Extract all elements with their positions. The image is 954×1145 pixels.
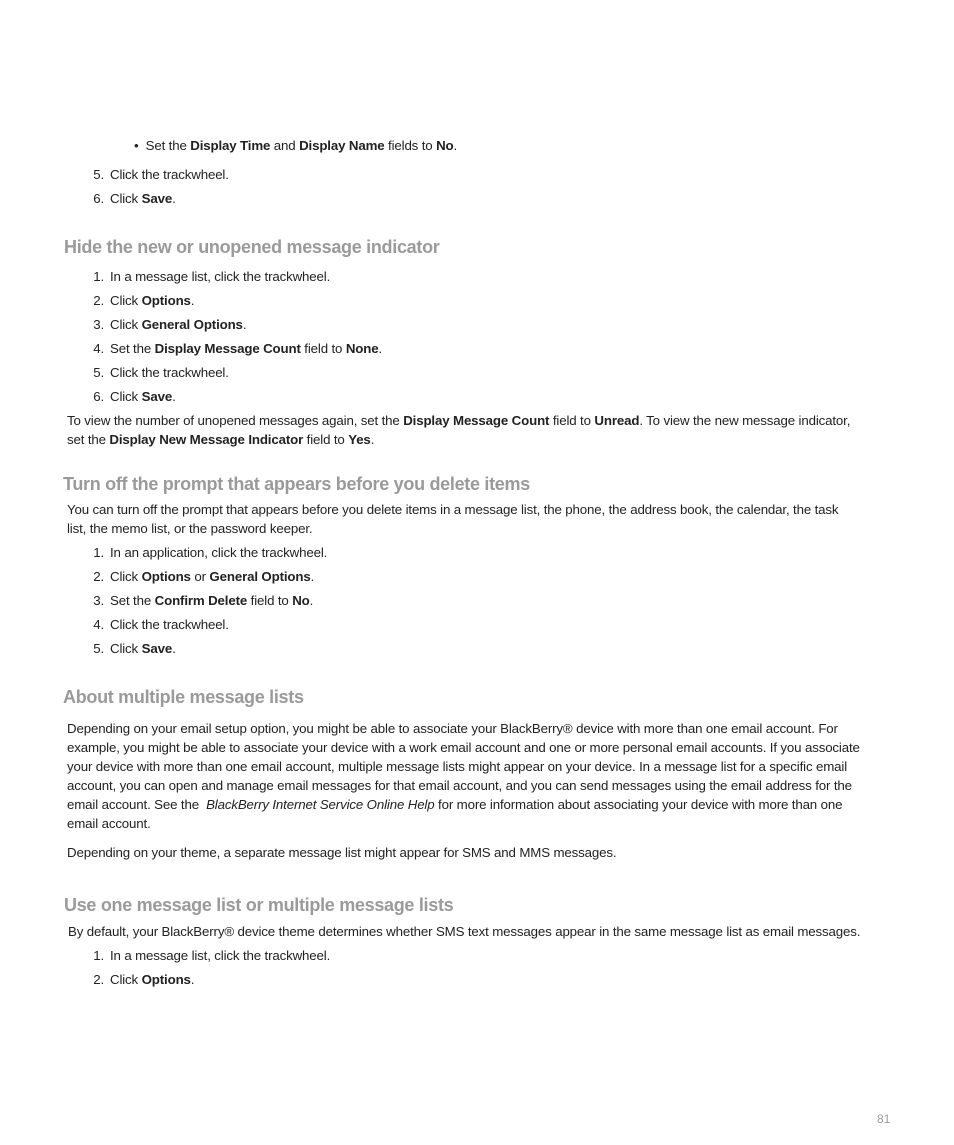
intro-paragraph: By default, your BlackBerry® device theme determines whether SMS text messages appear in the same message list as email messages. (68, 924, 861, 939)
section-heading: Turn off the prompt that appears before you delete items (63, 474, 530, 494)
section-heading: Hide the new or unopened message indicator (64, 237, 440, 257)
body-paragraph: Depending on your theme, a separate message list might appear for SMS and MMS messages. (67, 845, 617, 860)
section-heading: Use one message list or multiple message lists (64, 895, 454, 915)
note-paragraph (67, 411, 850, 449)
bullet-glyph: • (134, 138, 139, 153)
note-line: set the Display New Message Indicator field to Yes. (67, 432, 375, 447)
body-paragraph: Depending on your email setup option, you might be able to associate your BlackBerry® device with more than one email account. For example, you might be able to associate your device with a work email account and one or more personal email accounts. If you associate your device with more than one email account, multiple message lists might appear on your device. In a message list for a specific email account, you can open and manage email messages for that email account, and you can send messages using the email address for the email account. See the BlackBerry Internet Service Online Help for more information about associating your device with more than one email account. (67, 721, 860, 831)
intro-paragraph: You can turn off the prompt that appears before you delete items in a message list, the phone, the address book, the calendar, the task list, the memo list, or the password keeper. (67, 502, 839, 536)
bullet-item: • Set the Display Time and Display Name fields to No. (134, 138, 458, 153)
paragraph-line: email account. See the BlackBerry Internet Service Online Help for more information about associating your device with more than one (67, 797, 843, 812)
section-heading: About multiple message lists (63, 687, 304, 707)
note-line: To view the number of unopened messages again, set the Display Message Count field to Unread. To view the new message indicator, (67, 413, 851, 428)
page-number: 81 (877, 1112, 891, 1126)
